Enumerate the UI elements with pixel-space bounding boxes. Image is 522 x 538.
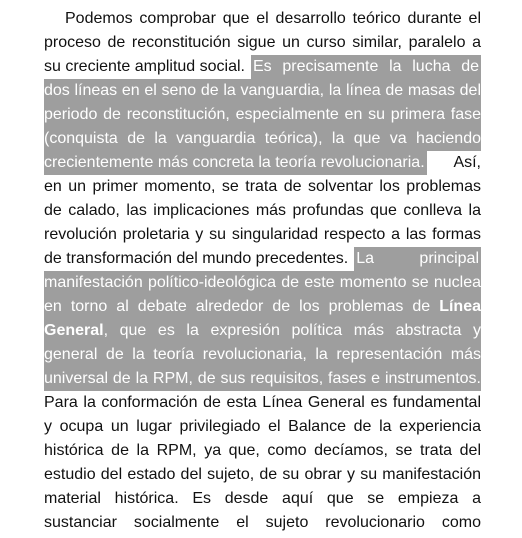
text-line — [44, 463, 481, 487]
line-text: de calado, las implicaciones más profundas que conlleva la — [44, 202, 481, 219]
line-text: general de la teoría revolucionaria, la representación más — [44, 346, 481, 363]
line-text: Podemos comprobar que el desarrollo teórico durante el — [65, 10, 481, 27]
line-text: , que es la expresión política más abstracta y — [103, 322, 481, 339]
line-text: manifestación político-ideológica de este momento se nuclea — [44, 274, 481, 291]
text-line — [44, 391, 481, 415]
line-text: periodo de reconstitución, especialmente en su primera fase — [44, 106, 481, 123]
text-line — [44, 487, 481, 511]
line-text: en un primer momento, se trata de solventar los problemas — [44, 178, 481, 195]
text-line — [44, 7, 481, 31]
highlighted-text: universal de la RPM, de sus requisitos, fases e instrumentos. — [44, 367, 481, 391]
line-text: dos líneas en el seno de la vanguardia, la línea de masas del — [44, 82, 481, 99]
text-line — [44, 367, 481, 391]
text-line — [44, 223, 481, 247]
line-text: Para la conformación de esta Línea General es fundamental — [44, 394, 481, 411]
highlighted-line — [44, 127, 481, 151]
line-text: material histórica. Es desde aquí que se empieza a — [44, 490, 481, 507]
text-line — [44, 31, 481, 55]
line-text: revolución proletaria y su singularidad respecto a las formas — [44, 226, 481, 243]
text-line — [44, 247, 481, 271]
line-text: (conquista de la vanguardia teórica), la que va haciendo — [44, 130, 481, 147]
bold-term: General — [44, 322, 104, 339]
document-page — [44, 7, 481, 535]
line-text: en torno al debate alrededor de los problemas de — [44, 298, 431, 315]
highlighted-line — [44, 103, 481, 127]
highlighted-line — [44, 79, 481, 103]
line-text: su creciente amplitud social. — [44, 58, 245, 75]
highlighted-line — [44, 343, 481, 367]
text-line — [44, 55, 481, 79]
highlighted-text: Es precisamente la lucha de — [251, 55, 481, 79]
text-line — [44, 175, 481, 199]
line-text: estudio del estado del sujeto, de su obrar y su manifestación — [44, 466, 481, 483]
highlighted-text: crecientemente más concreta la teoría revolucionaria. — [44, 151, 427, 175]
text-line — [44, 199, 481, 223]
line-text: histórica de la RPM, ya que, como decíamos, se trata del — [44, 442, 481, 459]
highlighted-text: La principal — [354, 247, 481, 271]
line-text: de transformación del mundo precedentes. — [44, 250, 349, 267]
text-line — [44, 151, 481, 175]
line-text: sustanciar socialmente el sujeto revolucionario como — [44, 514, 481, 531]
highlighted-line — [44, 295, 481, 319]
highlighted-line — [44, 319, 481, 343]
bold-term: Línea — [439, 298, 481, 315]
line-text: y ocupa un lugar privilegiado el Balance de la experiencia — [44, 418, 481, 435]
line-text: proceso de reconstitución sigue un curso similar, paralelo a — [44, 34, 481, 51]
highlighted-line — [44, 271, 481, 295]
text-line — [44, 511, 481, 535]
text-line — [44, 439, 481, 463]
text-line — [44, 415, 481, 439]
line-text: Así, — [453, 154, 481, 171]
